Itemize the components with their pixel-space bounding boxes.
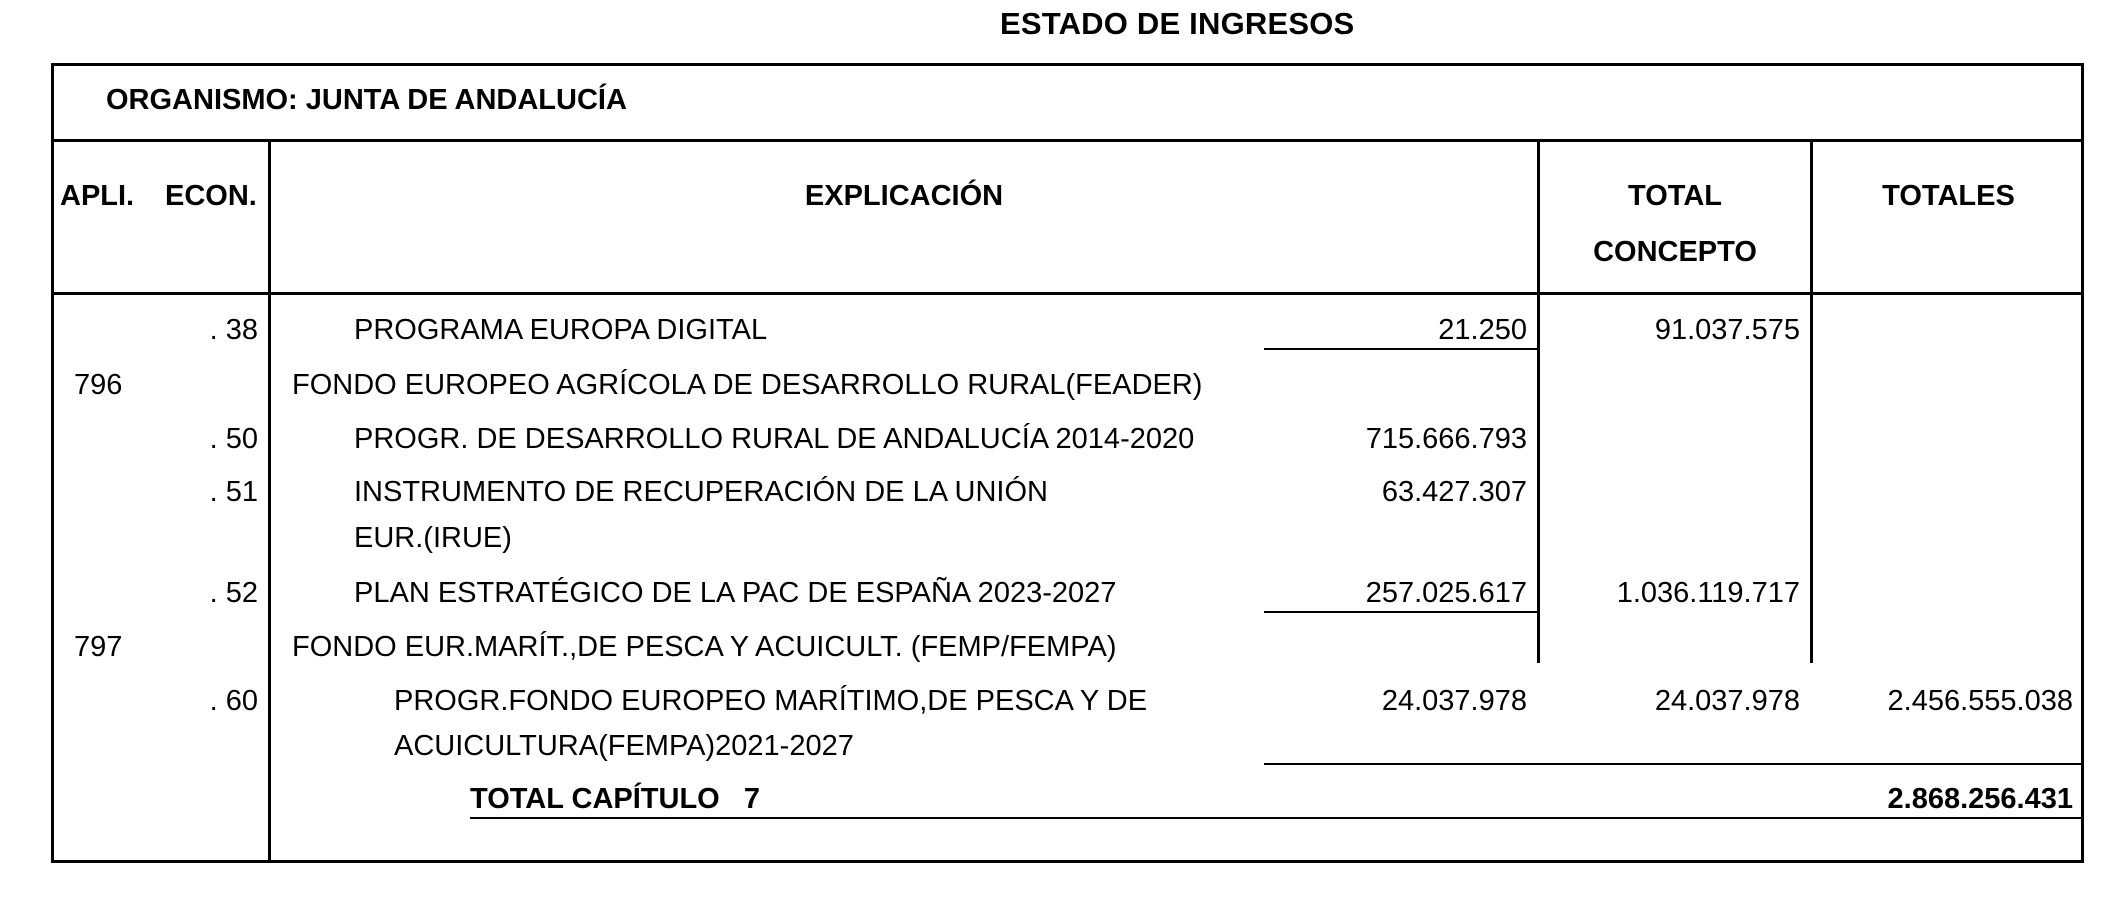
row-amount: 257.025.617 [1365, 577, 1527, 609]
row-description: PROGR.FONDO EUROPEO MARÍTIMO,DE PESCA Y DE [394, 685, 1148, 717]
row-description: FONDO EUR.MARÍT.,DE PESCA Y ACUICULT. (FEMP/FEMPA) [292, 631, 1117, 663]
row-description: FONDO EUROPEO AGRÍCOLA DE DESARROLLO RURAL(FEADER) [292, 369, 1203, 401]
total-chapter-value: 2.868.256.431 [1887, 783, 2073, 815]
row-amount: 63.427.307 [1381, 476, 1527, 508]
row-amount: 24.037.978 [1381, 685, 1527, 717]
row-description: PROGRAMA EUROPA DIGITAL [354, 314, 768, 346]
row-description-cont: EUR.(IRUE) [354, 522, 512, 554]
row-description-cont: ACUICULTURA(FEMPA)2021-2027 [394, 730, 854, 762]
econ-code: . 38 [209, 314, 258, 346]
econ-code: . 52 [209, 577, 258, 609]
page-title: ESTADO DE INGRESOS [1000, 6, 1355, 41]
organism-label: ORGANISMO: JUNTA DE ANDALUCÍA [106, 84, 627, 116]
apli-code: 797 [74, 631, 123, 663]
subtotal-line [1264, 763, 2084, 765]
header-total-concepto-2: CONCEPTO [1593, 236, 1757, 268]
header-explicacion: EXPLICACIÓN [804, 180, 1004, 212]
col-divider-codes [268, 139, 271, 863]
row-description: PROGR. DE DESARROLLO RURAL DE ANDALUCÍA 2014-2020 [354, 423, 1195, 455]
col-divider-concepto [1810, 139, 1813, 663]
total-chapter-label: TOTAL CAPÍTULO 7 [470, 783, 761, 815]
econ-code: . 60 [209, 685, 258, 717]
row-description: INSTRUMENTO DE RECUPERACIÓN DE LA UNIÓN [354, 476, 1048, 508]
row-total-concepto: 91.037.575 [1654, 314, 1800, 346]
econ-code: . 50 [209, 423, 258, 455]
row-amount: 715.666.793 [1365, 423, 1527, 455]
subtotal-line [1264, 348, 1538, 350]
row-totales: 2.456.555.038 [1887, 685, 2073, 717]
econ-code: . 51 [209, 476, 258, 508]
subtotal-line [1264, 611, 1538, 613]
row-total-concepto: 24.037.978 [1654, 685, 1800, 717]
header-total-concepto-1: TOTAL [1628, 180, 1722, 212]
apli-code: 796 [74, 369, 123, 401]
header-top-divider [51, 139, 2084, 142]
header-econ: ECON. [165, 180, 257, 212]
header-bottom-divider [51, 292, 2084, 295]
header-apli: APLI. [60, 180, 135, 212]
row-description: PLAN ESTRATÉGICO DE LA PAC DE ESPAÑA 2023-2027 [354, 577, 1117, 609]
header-totales: TOTALES [1882, 180, 2015, 212]
total-line [470, 817, 2084, 819]
row-total-concepto: 1.036.119.717 [1616, 577, 1800, 609]
row-amount: 21.250 [1438, 314, 1527, 346]
